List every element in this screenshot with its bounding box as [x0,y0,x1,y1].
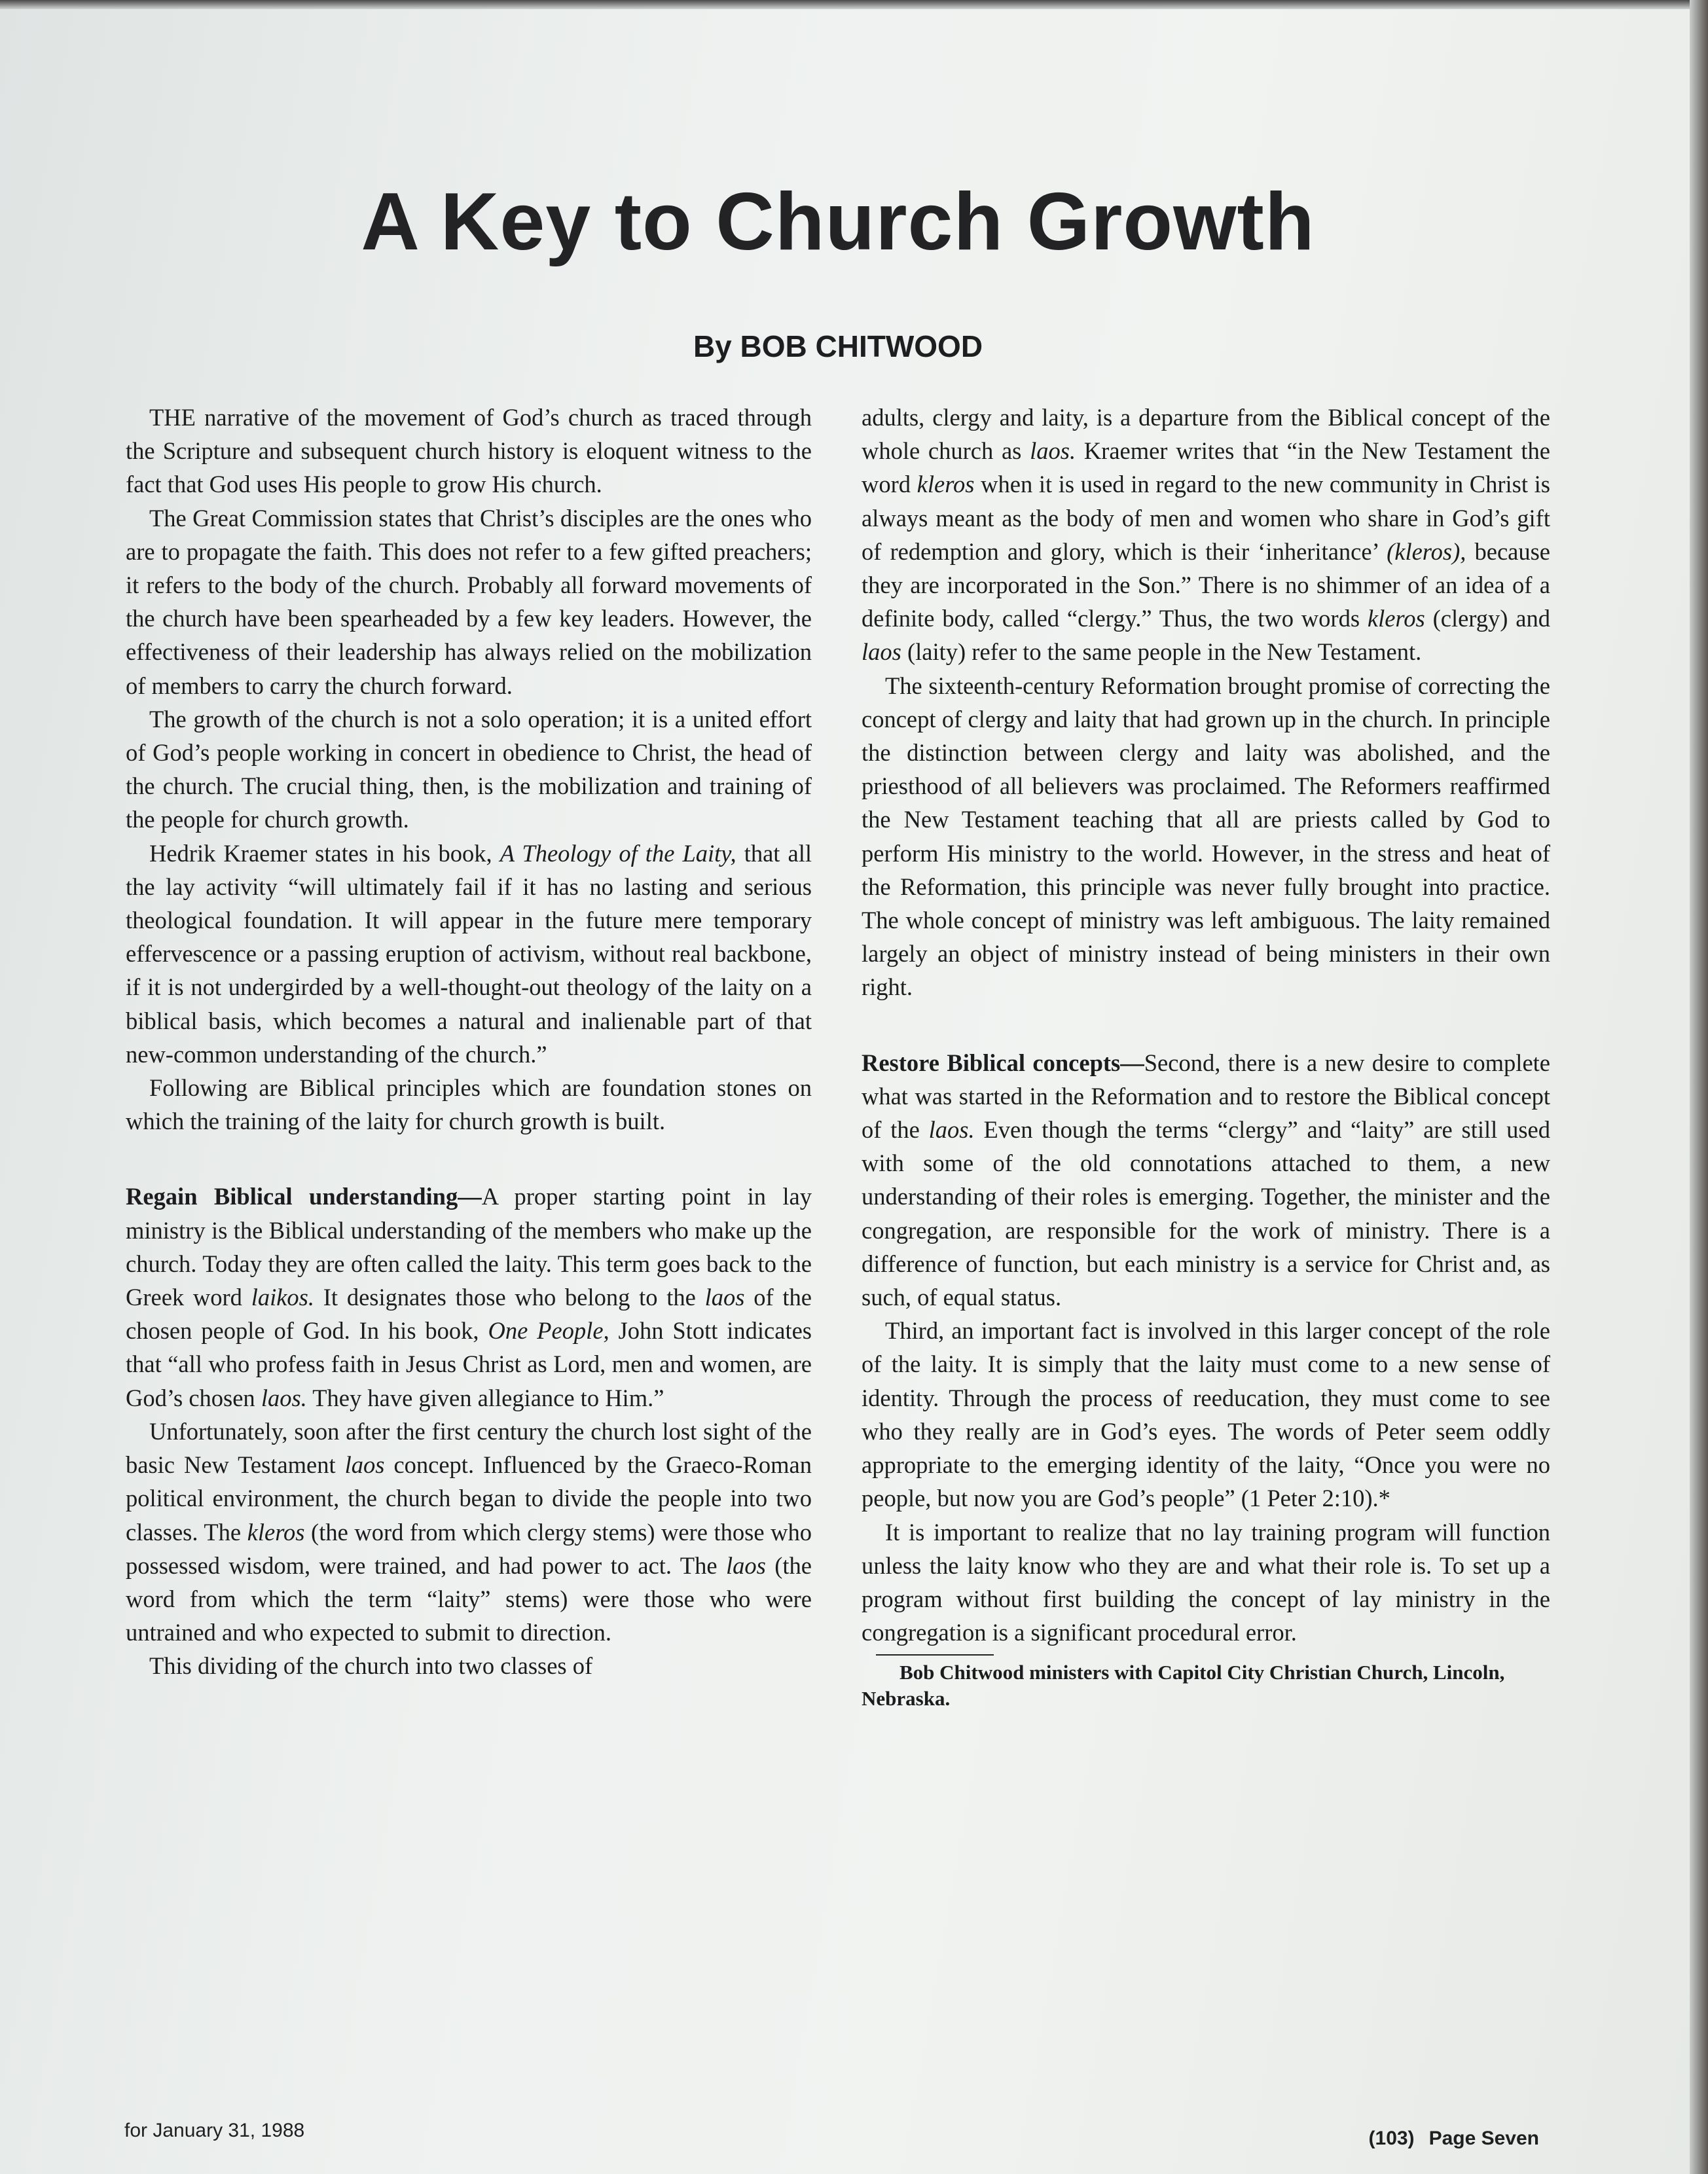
paragraph: Following are Biblical principles which are foundation stones on which the training of the laity for church growth is built. [126,1074,812,1135]
paragraph: Restore Biblical concepts—Second, there is a new desire to complete what was started in the Reformation and to restore the Biblical concept of the laos. Even though the terms “clergy” and “laity” are still used with some of the old connotations attached to them, a new understanding of their roles is emerging. Together, the minister and the congregation, are responsible for the work of ministry. There is a difference of function, but each ministry is a service for Christ and, as such, of equal status. [862,1049,1550,1311]
paragraph: Regain Biblical understanding—A proper starting point in lay ministry is the Biblical understanding of the members who make up the church. Today they are often called the laity. This term goes back to the Greek word laikos. It designates those who belong to the laos of the chosen people of God. In his book, One People, John Stott indicates that “all who profess faith in Jesus Christ as Lord, men and women, are God’s chosen laos. They have given allegiance to Him.” [126,1183,812,1411]
page-folio [1369,2128,1539,2150]
article-byline: By BOB CHITWOOD [693,329,983,363]
footnote-rule [876,1654,994,1656]
subheading-regain: Regain Biblical understanding— [126,1183,482,1210]
paragraph: Third, an important fact is involved in this larger concept of the role of the laity. It is simply that the laity must come to a new sense of identity. Through the process of reeducation, they must come to see who they really are in God’s eyes. The words of Peter seem oddly appropriate to the emerging identity of the laity, “Once you were no people, but now you are God’s people” (1 Peter 2:10).* [862,1317,1550,1512]
paragraph: THE narrative of the movement of God’s church as traced through the Scripture and subsequent church history is eloquent witness to the fact that God uses His people to grow His church. [126,404,812,498]
left-column [126,401,812,1683]
issue-date: for January 31, 1988 [124,2120,305,2141]
subheading-restore: Restore Biblical concepts— [862,1049,1144,1076]
page-number: (103) [1368,2128,1415,2149]
paragraph: This dividing of the church into two classes of [149,1652,593,1680]
paragraph: The Great Commission states that Christ’s disciples are the ones who are to propagate the faith. This does not refer to a few gifted preachers; it refers to the body of the church. Probably all forward movements of the church have been spearheaded by a few key leaders. However, the effectiveness of their leadership has always relied on the mobilization of members to carry the church forward. [126,504,812,699]
paragraph: It is important to realize that no lay training program will function unless the laity know who they are and what their role is. To set up a program without first building the concept of lay ministry in the congregation is a significant procedural error. [862,1518,1550,1646]
page-top-edge [0,0,1708,9]
paragraph: The growth of the church is not a solo operation; it is a united effort of God’s people working in concert in obedience to Christ, the head of the church. The crucial thing, then, is the mobilization and training of the people for church growth. [126,705,812,833]
paragraph: The sixteenth-century Reformation brought promise of correcting the concept of clergy and laity that had grown up in the church. In principle the distinction between clergy and laity was abolished, and the priesthood of all believers was proclaimed. The Reformers reaffirmed the New Testament teaching that all are priests called by God to perform His ministry to the world. However, in the stress and heat of the Reformation, this principle was never fully brought into practice. The whole concept of ministry was left ambiguous. The laity remained largely an object of ministry instead of being ministers in their own right. [862,672,1550,1001]
right-column [862,401,1550,1712]
page-right-edge [1690,0,1708,2174]
paragraph: adults, clergy and laity, is a departure from the Biblical concept of the whole church as laos. Kraemer writes that “in the New Testament the word kleros when it is used in regard to the new community in Christ is always meant as the body of men and women who share in God’s gift of redemption and glory, which is their ‘inheritance’ (kleros), because they are incorporated in the Son.” There is no shimmer of an idea of a definite body, called “clergy.” Thus, the two words kleros (clergy) and laos (laity) refer to the same people in the New Testament. [862,404,1550,666]
paragraph: Hedrik Kraemer states in his book, A Theology of the Laity, that all the lay activity “will ultimately fail if it has no lasting and serious theological foundation. It will appear in the future mere temporary effervescence or a passing eruption of activism, without real backbone, if it is not undergirded by a well-thought-out theology of the laity on a biblical basis, which becomes a natural and inalienable part of that new-common understanding of the church.” [126,839,812,1068]
paragraph: Unfortunately, soon after the first century the church lost sight of the basic New Testament laos concept. Influenced by the Graeco-Roman political environment, the church began to divide the people into two classes. The kleros (the word from which clergy stems) were those who possessed wisdom, were trained, and had power to act. The laos (the word from which the term “laity” stems) were those who were untrained and who expected to submit to direction. [126,1417,812,1646]
page-label: Page Seven [1428,2128,1539,2149]
article-title: A Key to Church Growth [361,177,1315,267]
author-note: Bob Chitwood ministers with Capitol City Christian Church, Lincoln, Nebraska. [862,1661,1505,1711]
